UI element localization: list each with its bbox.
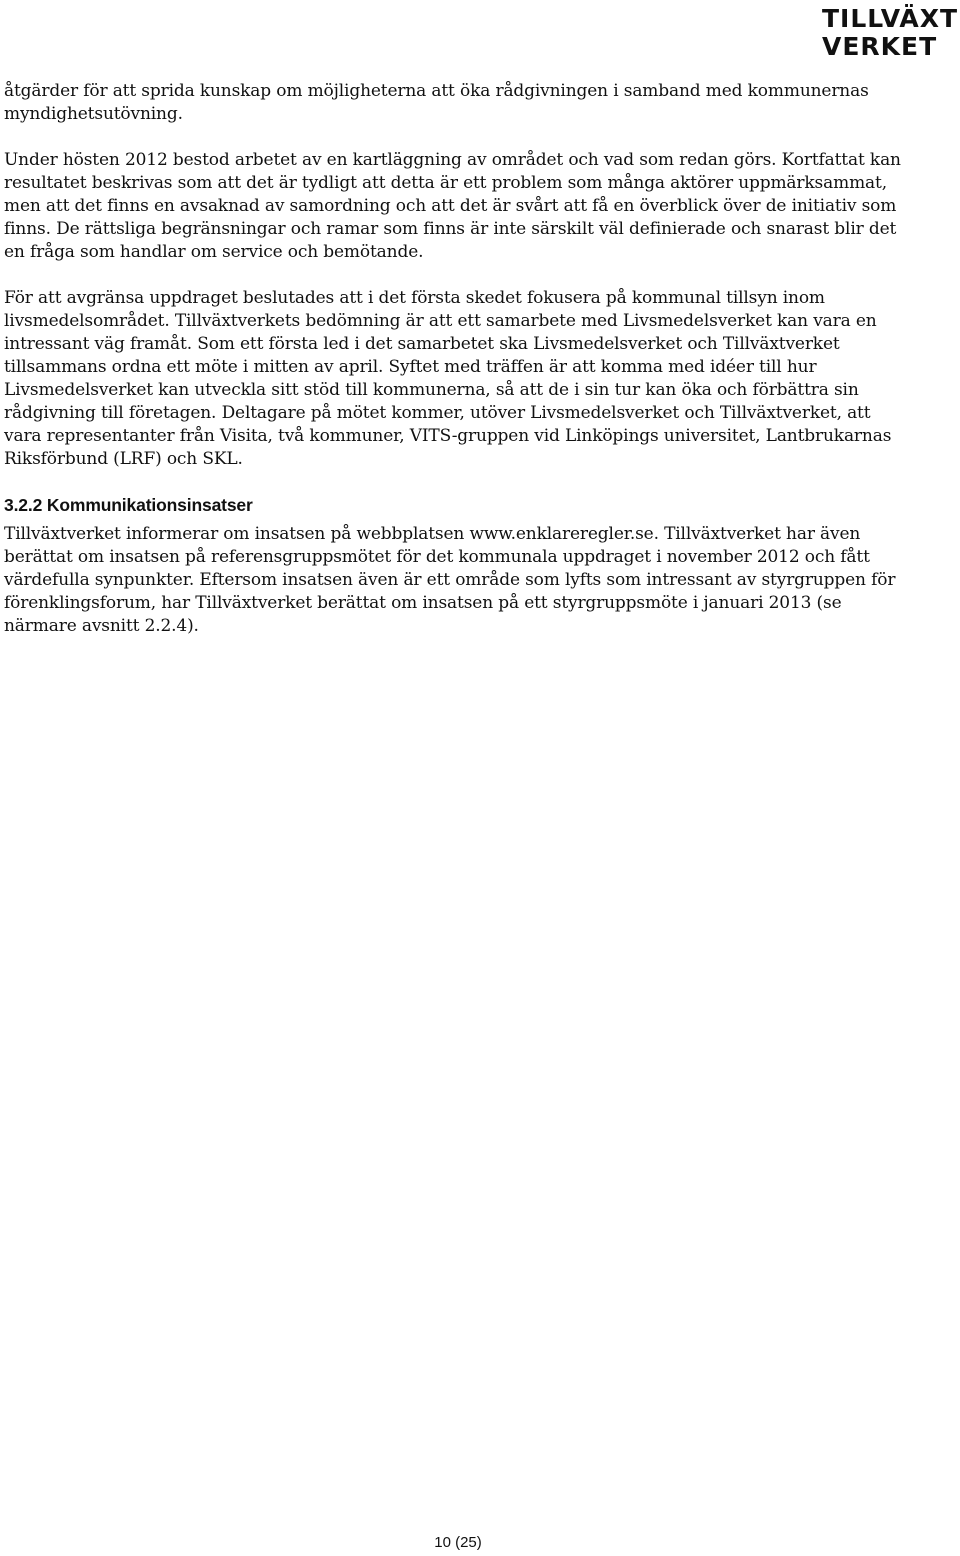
paragraph-3: För att avgränsa uppdraget beslutades att i det första skedet fokusera på kommunal tillsyn inom livsmedelsområdet. Tillväxtverkets bedömning är att ett samarbete med Livsmedelsverket kan vara en intressant väg framåt. Som ett första led i det samarbetet ska Livsmedelsverket och Tillväxtverket tillsammans ordna ett möte i mitten av april. Syftet med träffen är att komma med idéer till hur Livsmedelsverket kan utveckla sitt stöd till kommunerna, så att de i sin tur kan öka och förbättra sin rådgivning till företagen. Deltagare på mötet kommer, utöver Livsmedelsverket och Tillväxtverket, att vara representanter från Visita, två kommuner, VITS-gruppen vid Linköpings universitet, Lantbrukarnas Riksförbund (LRF) och SKL. [4, 288, 892, 469]
section-heading: 3.2.2 Kommunikationsinsatser [4, 495, 253, 515]
page-number: 10 (25) [434, 1534, 482, 1551]
logo-text-line-1: TILLVÄXT [822, 4, 959, 33]
tillvaxtverket-logo [812, 4, 959, 64]
paragraph-4: Tillväxtverket informerar om insatsen på webbplatsen www.enklareregler.se. Tillväxtverket har även berättat om insatsen på referensgruppsmötet för det kommunala uppdraget i november 2012 och fått värdefulla synpunkter. Eftersom insatsen även är ett område som lyfts som intressant av styrgruppen för förenklingsforum, har Tillväxtverket berättat om insatsen på ett styrgruppsmöte i januari 2013 (se närmare avsnitt 2.2.4). [4, 524, 896, 636]
paragraph-2: Under hösten 2012 bestod arbetet av en kartläggning av området och vad som redan görs. Kortfattat kan resultatet beskrivas som att det är tydligt att detta är ett problem som många aktörer uppmärksammat, men att det finns en avsaknad av samordning och att det är svårt att få en överblick över de initiativ som finns. De rättsliga begränsningar och ramar som finns är inte särskilt väl definierade och snarast blir det en fråga som handlar om service och bemötande. [4, 150, 901, 262]
logo-text-line-2: VERKET [822, 32, 938, 61]
paragraph-1: åtgärder för att sprida kunskap om möjligheterna att öka rådgivningen i samband med kommunernas myndighetsutövning. [4, 81, 869, 124]
document-body [4, 80, 904, 661]
